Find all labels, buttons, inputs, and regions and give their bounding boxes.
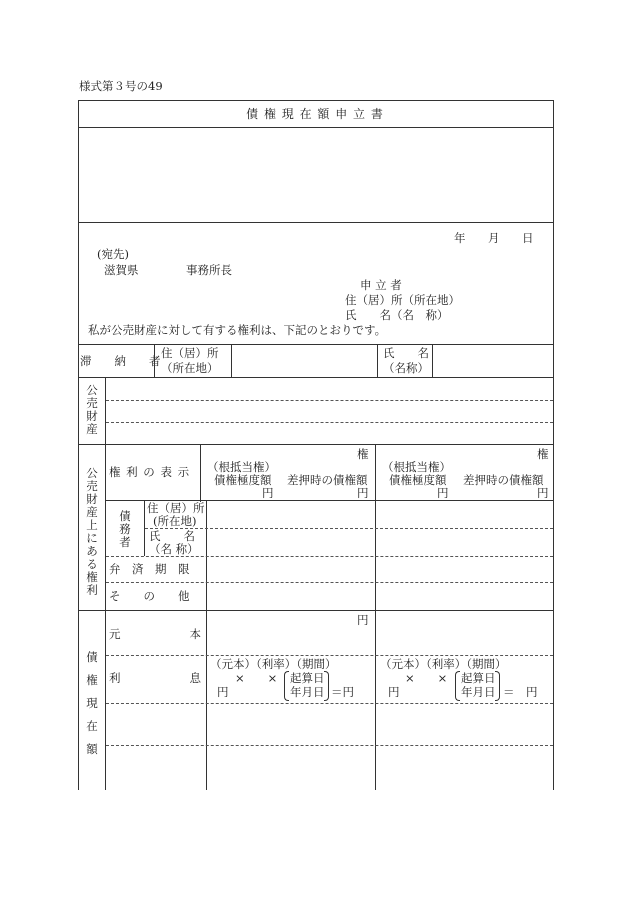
repayment-period-label: 弁 済 期 限 <box>109 562 190 576</box>
addressee-prefecture: 滋賀県 <box>104 263 139 277</box>
delinquent-address-sublabel: （所在地） <box>161 361 219 375</box>
debtor-bottom-dash <box>106 556 553 557</box>
form-number: 様式第３号の49 <box>79 79 163 93</box>
rights-seizure-amount-1: 差押時の債権額 <box>287 473 368 487</box>
formula-bracket-right-1 <box>324 671 329 701</box>
delinquent-label: 滞 納 者 <box>80 354 161 368</box>
delinquent-divider-3 <box>377 344 378 377</box>
formula-times-2: × × <box>405 671 448 685</box>
principal-label: 元 本 <box>109 627 201 641</box>
title-divider <box>78 127 553 128</box>
formula-yen-2: 円 <box>388 685 400 699</box>
frame-right-border <box>553 100 554 790</box>
rights-yen-1a: 円 <box>262 486 274 500</box>
interest-dash <box>106 703 553 704</box>
debtor-address-sublabel: (所在地) <box>153 514 197 528</box>
date-month: 月 <box>488 231 500 245</box>
label-column-divider <box>105 377 106 790</box>
formula-yen-1: 円 <box>217 685 229 699</box>
other-label: そ の 他 <box>109 589 190 603</box>
principal-dash <box>106 655 553 656</box>
rights-ken-2: 権 <box>537 447 549 461</box>
debtor-address-label: 住（居）所 <box>147 501 205 515</box>
rights-label: 公 売 財 産 上 に あ る 権 利 <box>86 466 98 597</box>
formula-end-date-1: 年月日 <box>290 685 325 699</box>
header-section-divider <box>78 344 553 345</box>
repayment-dash <box>106 582 553 583</box>
rights-display-divider <box>200 444 201 502</box>
rights-max-amount-1: 債権極度額 <box>214 473 272 487</box>
rights-display-label: 権 利 の 表 示 <box>109 465 191 479</box>
formula-header-1: （元本）（利率）（期間） <box>210 657 337 671</box>
rights-ken-1: 権 <box>357 447 369 461</box>
formula-start-date-1: 起算日 <box>290 671 325 685</box>
formula-bracket-left-2 <box>455 671 460 701</box>
rights-max-amount-2: 債権極度額 <box>389 473 447 487</box>
frame-left-border <box>78 100 79 790</box>
claim-col-divider <box>375 610 376 790</box>
rights-value-divider <box>206 500 207 610</box>
rights-mortgage-1: （根抵当権） <box>207 460 276 474</box>
rights-col-divider <box>375 444 376 610</box>
debtor-name-label: 氏 名 <box>149 529 195 543</box>
delinquent-name-label: 氏 名 <box>383 346 429 360</box>
property-dash-1 <box>106 400 553 401</box>
formula-result-2: ＝ 円 <box>503 685 538 699</box>
applicant-label: 申 立 者 <box>360 278 402 292</box>
formula-end-date-2: 年月日 <box>461 685 496 699</box>
addressee-prefix: (宛先) <box>97 247 129 261</box>
date-day: 日 <box>522 231 534 245</box>
applicant-name-label: 氏 名（名 称） <box>345 308 449 322</box>
total-dash <box>106 745 553 746</box>
formula-start-date-2: 起算日 <box>461 671 496 685</box>
claim-label: 債 権 現 在 額 <box>86 650 98 756</box>
formula-bracket-left-1 <box>284 671 289 701</box>
delinquent-divider-1 <box>154 344 155 377</box>
delinquent-divider-2 <box>231 344 232 377</box>
delinquent-address-label: 住（居）所 <box>161 346 219 360</box>
formula-times-1: × × <box>235 671 278 685</box>
debtor-name-sublabel: （名 称） <box>149 542 199 556</box>
addressee-office: 事務所長 <box>186 263 232 277</box>
property-row-divider <box>78 444 553 445</box>
property-dash-2 <box>106 422 553 423</box>
rights-yen-1b: 円 <box>357 486 369 500</box>
property-label: 公 売 財 産 <box>86 383 98 436</box>
debtor-label: 債 務 者 <box>119 509 131 549</box>
frame-top-border <box>78 100 553 101</box>
rights-mortgage-2: （根抵当権） <box>382 460 451 474</box>
document-title: 債 権 現 在 額 申 立 書 <box>246 107 384 121</box>
rights-section-divider <box>78 610 553 611</box>
formula-bracket-right-2 <box>495 671 500 701</box>
formula-result-1: ＝円 <box>331 685 354 699</box>
rights-yen-2a: 円 <box>437 486 449 500</box>
date-year: 年 <box>454 231 466 245</box>
principal-yen: 円 <box>357 613 369 627</box>
blank-area-divider <box>78 222 553 223</box>
rights-yen-2b: 円 <box>537 486 549 500</box>
delinquent-row-divider <box>78 377 553 378</box>
debtor-dash <box>145 528 553 529</box>
applicant-address-label: 住（居）所（所在地） <box>345 293 460 307</box>
rights-seizure-amount-2: 差押時の債権額 <box>463 473 544 487</box>
interest-label: 利 息 <box>109 671 201 685</box>
formula-header-2: （元本）（利率）（期間） <box>380 657 507 671</box>
declaration-text: 私が公売財産に対して有する権利は、下記のとおりです。 <box>88 323 387 337</box>
delinquent-name-sublabel: （名称） <box>383 361 429 375</box>
claim-value-divider <box>206 610 207 790</box>
delinquent-divider-4 <box>432 344 433 377</box>
